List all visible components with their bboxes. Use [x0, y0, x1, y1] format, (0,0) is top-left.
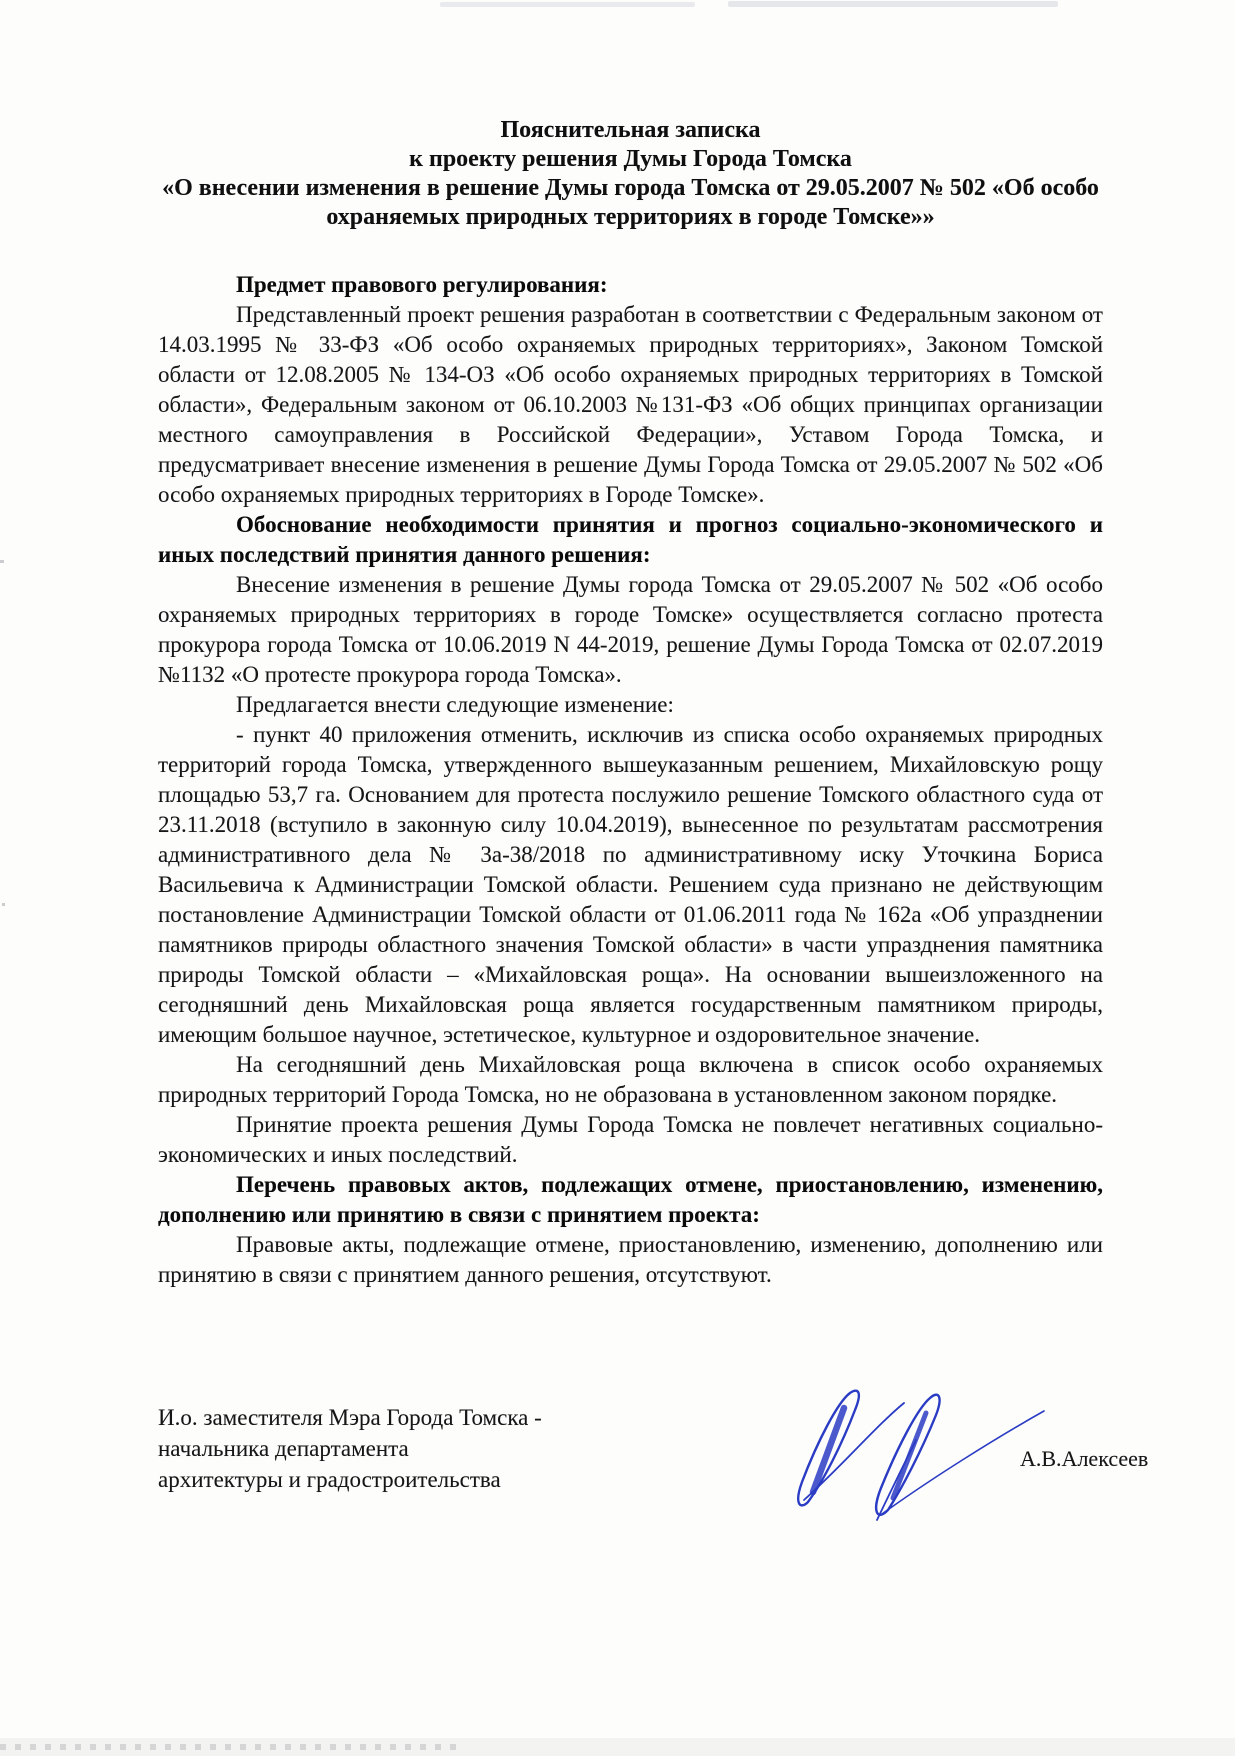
section-heading-acts-list: Перечень правовых актов, подлежащих отмене, приостановлению, изменению, дополнению или принятию в связи с принятием проекта: — [158, 1172, 1103, 1227]
scan-artifact-top — [728, 1, 1058, 7]
paragraph-acts-absent: Правовые акты, подлежащие отмене, приостановлению, изменению, дополнению или принятию в связи с принятием данного решения, отсутствуют. — [158, 1232, 1103, 1287]
paragraph-amendment-reason: Внесение изменения в решение Думы города Томска от 29.05.2007 № 502 «Об особо охраняемых природных территориях в городе Томске» осуществляется согласно протеста прокурора города Томска от 10.06.2019 N 44-2019, решение Думы Города Томска от 02.07.2019 №1132 «О протесте прокурора города Томска». — [158, 572, 1103, 687]
section-heading-subject: Предмет правового регулирования: — [236, 272, 608, 297]
scan-artifact-top — [440, 2, 695, 7]
title-line: Пояснительная записка — [500, 117, 761, 143]
signature-block — [158, 1402, 1149, 1602]
paragraph-no-negative-consequences: Принятие проекта решения Думы Города Томска не повлечет негативных социально-экономических и иных последствий. — [158, 1112, 1103, 1167]
paragraph-proposed-changes-intro: Предлагается внести следующие изменение: — [236, 692, 674, 717]
signatory-position-line: архитектуры и градостроительства — [158, 1467, 501, 1492]
section-heading-justification: Обоснование необходимости принятия и прогноз социально-экономического и иных последствий принятия данного решения: — [158, 512, 1103, 567]
title-line: к проекту решения Думы Города Томска — [409, 146, 852, 172]
document-body — [158, 270, 1103, 1290]
title-line: «О внесении изменения в решение Думы города Томска от 29.05.2007 № 502 «Об особо охраняемых природных территориях в городе Томске»» — [162, 175, 1099, 230]
document-title — [158, 116, 1103, 232]
signatory-name: А.В.Алексеев — [1020, 1446, 1149, 1471]
signatory-position-line: начальника департамента — [158, 1436, 409, 1461]
scan-artifact-bottom-speckle — [0, 1744, 460, 1750]
paragraph-legal-basis: Представленный проект решения разработан в соответствии с Федеральным законом от 14.03.1995 № 33-ФЗ «Об особо охраняемых природных территориях», Законом Томской области от 12.08.2005 № 134-ОЗ «Об особо охраняемых природных территориях в Томской области», Федеральным законом от 06.10.2003 №131-ФЗ «Об общих принципах организации местного самоуправления в Российской Федерации», Уставом Города Томска, и предусматривает внесение изменения в решение Думы Города Томска от 29.05.2007 № 502 «Об особо охраняемых природных территориях в Городе Томске». — [158, 302, 1103, 507]
scan-artifact-speck — [0, 560, 4, 563]
signatory-position-line: И.о. заместителя Мэра Города Томска - — [158, 1405, 542, 1430]
scan-artifact-speck — [2, 903, 5, 906]
paragraph-current-status: На сегодняшний день Михайловская роща включена в список особо охраняемых природных территорий Города Томска, но не образована в установленном законом порядке. — [158, 1052, 1103, 1107]
paragraph-item-40-details: - пункт 40 приложения отменить, исключив из списка особо охраняемых природных территорий города Томска, утвержденного вышеуказанным решением, Михайловскую рощу площадью 53,7 га. Основанием для протеста послужило решение Томского областного суда от 23.11.2018 (вступило в законную силу 10.04.2019), вынесенное по результатам рассмотрения административного дела № 3а-38/2018 по административному иску Уточкина Бориса Васильевича к Администрации Томской области. Решением суда признано не действующим постановление Администрации Томской области от 01.06.2011 года № 162а «Об упразднении памятников природы областного значения Томской области» в части упразднения памятника природы Томской области – «Михайловская роща». На основании вышеизложенного на сегодняшний день Михайловская роща является государственным памятником природы, имеющим большое научное, эстетическое, культурное и оздоровительное значение. — [158, 722, 1103, 1047]
